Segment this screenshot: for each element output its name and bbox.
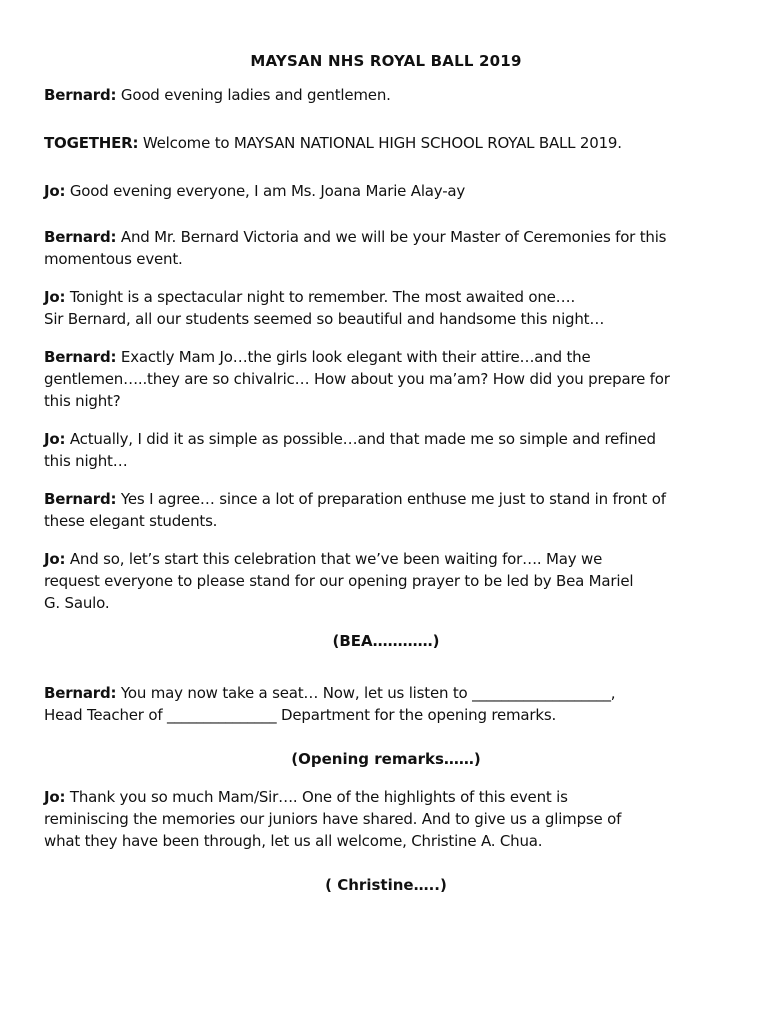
dialogue-text: request everyone to please stand for our opening prayer to be led by Bea Mariel: [44, 572, 634, 590]
speaker-label: Bernard:: [44, 684, 117, 702]
dialogue-text: Exactly Mam Jo…the girls look elegant with their attire…and the: [120, 348, 591, 366]
dialogue-text: these elegant students.: [44, 512, 218, 530]
speaker-label: Bernard:: [44, 228, 117, 246]
speaker-label: Bernard:: [44, 348, 117, 366]
speaker-label: TOGETHER:: [44, 134, 139, 152]
dialogue-text: Good evening ladies and gentlemen.: [120, 86, 391, 104]
script-paragraph: [44, 346, 728, 412]
dialogue-text: this night…: [44, 452, 128, 470]
dialogue-text: Head Teacher of _______________ Department for the opening remarks.: [44, 706, 557, 724]
speaker-label: Jo:: [44, 550, 66, 568]
script-paragraph: [44, 488, 728, 532]
dialogue-text: momentous event.: [44, 250, 183, 268]
dialogue-text: Welcome to MAYSAN NATIONAL HIGH SCHOOL ROYAL BALL 2019.: [142, 134, 622, 152]
stage-cue-opening-remarks: (Opening remarks……): [291, 750, 481, 768]
script-paragraph: [44, 428, 728, 472]
dialogue-text: Good evening everyone, I am Ms. Joana Marie Alay-ay: [69, 182, 466, 200]
dialogue-text: G. Saulo.: [44, 594, 110, 612]
speaker-label: Jo:: [44, 182, 66, 200]
dialogue-text: what they have been through, let us all welcome, Christine A. Chua.: [44, 832, 543, 850]
script-paragraph: [44, 226, 728, 270]
dialogue-text: Actually, I did it as simple as possible…and that made me so simple and refined: [69, 430, 656, 448]
dialogue-text: Thank you so much Mam/Sir…. One of the highlights of this event is: [69, 788, 568, 806]
dialogue-text: Tonight is a spectacular night to remember. The most awaited one….: [69, 288, 576, 306]
script-paragraph: [44, 84, 728, 106]
stage-cue-christine: ( Christine…..): [325, 876, 447, 894]
dialogue-text: this night?: [44, 392, 121, 410]
document-title: MAYSAN NHS ROYAL BALL 2019: [250, 52, 522, 70]
dialogue-text: Yes I agree… since a lot of preparation enthuse me just to stand in front of: [120, 490, 666, 508]
dialogue-text: And Mr. Bernard Victoria and we will be your Master of Ceremonies for this: [120, 228, 667, 246]
speaker-label: Jo:: [44, 788, 66, 806]
script-paragraph: [44, 180, 728, 202]
stage-cue-bea: (BEA…………): [332, 632, 440, 650]
speaker-label: Bernard:: [44, 86, 117, 104]
dialogue-text: gentlemen…..they are so chivalric… How about you ma’am? How did you prepare for: [44, 370, 670, 388]
dialogue-text: You may now take a seat… Now, let us listen to ___________________,: [120, 684, 616, 702]
script-paragraph: [44, 286, 728, 330]
script-paragraph: [44, 548, 728, 614]
dialogue-text: And so, let’s start this celebration that we’ve been waiting for…. May we: [69, 550, 603, 568]
speaker-label: Bernard:: [44, 490, 117, 508]
speaker-label: Jo:: [44, 288, 66, 306]
script-paragraph: [44, 132, 728, 154]
script-paragraph: [44, 786, 728, 852]
speaker-label: Jo:: [44, 430, 66, 448]
script-paragraph: [44, 682, 728, 726]
dialogue-text: Sir Bernard, all our students seemed so beautiful and handsome this night…: [44, 310, 605, 328]
dialogue-text: reminiscing the memories our juniors have shared. And to give us a glimpse of: [44, 810, 622, 828]
